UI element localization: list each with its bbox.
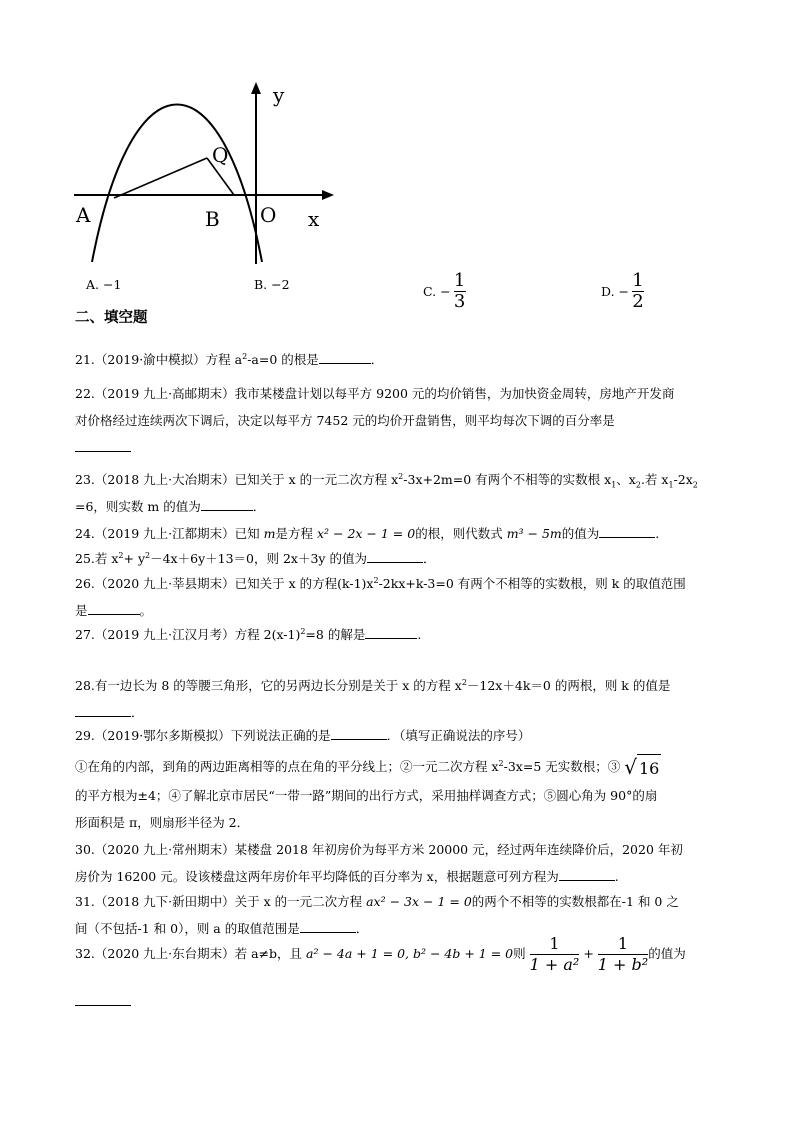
- question-32: [75, 935, 725, 1015]
- option-d-fraction: [632, 272, 644, 311]
- q22-line-2: 对价格经过连续两次下调后，决定以每平方 7452 元的均价开盘销售，则平均每次下调的百分率是: [75, 413, 615, 428]
- option-c[interactable]: [423, 272, 466, 311]
- q32-text-a: 32.（2020 九上·东台期末）若 a≠b，且: [75, 946, 307, 961]
- q23-text-e: -2x: [673, 472, 693, 487]
- q24-text-e: .: [655, 526, 660, 541]
- q26-text-a: 26.（2020 九上·莘县期末）已知关于 x 的方程(k-1)x: [75, 576, 374, 591]
- q29-line-3: 的平方根为±4；④了解北京市居民“一带一路”期间的出行方式，采用抽样调查方式；⑤圆心角为 90°的扇: [75, 787, 658, 803]
- q31-text-b: 的两个不相等的实数根都在-1 和 0 之: [471, 894, 679, 909]
- option-d-denominator: 2: [632, 291, 644, 312]
- q31-text-c: 间（不包括-1 和 0），则 a 的取值范围是: [75, 921, 300, 936]
- q21-text-b: -a=0 的根是: [247, 352, 319, 367]
- question-24: [75, 520, 725, 547]
- q28-text-c: ．: [131, 705, 144, 720]
- q32-f2-den: 1 + b²: [597, 955, 649, 974]
- label-o: O: [260, 203, 277, 227]
- q26-text-d: 。: [139, 603, 153, 618]
- q21-text-a: 21.（2019·渝中模拟）方程 a: [75, 352, 243, 367]
- x-axis-arrow: [322, 190, 334, 200]
- q29-blank[interactable]: [331, 725, 387, 740]
- q28-blank[interactable]: [75, 702, 131, 717]
- q32-blank[interactable]: [75, 991, 131, 1006]
- segment-aq: [114, 158, 207, 198]
- q32-fraction-2: [598, 935, 648, 974]
- question-28: 28.有一边长为 8 的等腰三角形，它的另两边长分别是关于 x 的方程 $x^2-12x+4k=0$ 的两根，则 k 的值是 ．: [75, 677, 671, 720]
- q22-line-1: 22.（2019 九上·高邮期末）我市某楼盘计划以每平方 9200 元的均价销售，为加快资金周转，房地产开发商: [75, 386, 675, 401]
- label-y: y: [273, 83, 285, 107]
- q29-sqrt: √ 16: [624, 754, 661, 782]
- q31-equation: ax² − 3x − 1 = 0: [366, 894, 472, 909]
- q23-text-a: 23.（2018 九上·大冶期末）已知关于 x 的一元二次方程 x: [75, 472, 399, 487]
- parabola-curve: [92, 105, 262, 263]
- q32-fraction-1: [530, 935, 580, 974]
- label-q: Q: [212, 143, 229, 167]
- q27-text-a: 27.（2019 九上·江汉月考）方程 2(x-1): [75, 627, 301, 642]
- q32-text-b: 则: [513, 946, 530, 961]
- q25-blank[interactable]: [367, 548, 423, 563]
- option-d-numerator: 1: [632, 270, 644, 291]
- option-c-fraction: [454, 272, 466, 311]
- q30-text-b: .: [614, 869, 619, 884]
- question-22: [75, 380, 725, 461]
- q30-line-1: 30.（2020 九上·常州期末）某楼盘 2018 年初房价为每平方米 20000 元，经过两年连续降价后，2020 年初: [75, 842, 683, 857]
- q29-text-c: ①在角的内部，到角的两边距离相等的点在角的平分线上；②一元二次方程 x: [75, 759, 499, 774]
- q23-text-f: =6，则实数 m 的值为: [75, 499, 201, 514]
- q30-text-a: 房价为 16200 元。设该楼盘这两年房价年平均降低的百分率为 x，根据题意可列方程为: [75, 869, 559, 884]
- q24-equation: x² − 2x − 1 = 0: [316, 526, 416, 541]
- q24-text-d: 的值为: [561, 526, 600, 541]
- q31-blank[interactable]: [300, 918, 356, 933]
- q29-text-a: 29.（2019·鄂尔多斯模拟）下列说法正确的是: [75, 728, 331, 743]
- q25-text-c: －4x＋6y＋13＝0，则 2x＋3y 的值为: [150, 551, 367, 566]
- q25-text-d: ．: [422, 551, 436, 566]
- q32-text-c: 的值为: [648, 946, 686, 961]
- question-21: 21.（2019·渝中模拟）方程 $a^2-a=0$ 的根是 ．: [75, 346, 725, 373]
- q32-equation: a² − 4a + 1 = 0, b² − 4b + 1 = 0: [306, 946, 514, 961]
- q29-line-4: 形面积是 π，则扇形半径为 2．: [75, 814, 250, 830]
- q29-text-d: -3x=5 无实数根；③: [503, 759, 625, 774]
- q25-text-b: + y: [123, 551, 146, 566]
- option-d-prefix: D. −: [601, 284, 629, 299]
- question-25: 25.若 $x^2+ y^2-4x+6y+13=0$，则 2x＋3y 的值为 ．: [75, 545, 725, 572]
- q27-blank[interactable]: [365, 624, 417, 639]
- y-axis-arrow: [251, 82, 261, 94]
- q24-text-b: 是方程: [275, 526, 317, 541]
- q25-text-a: 25.若 x: [75, 551, 119, 566]
- q32-f1-num: 1: [549, 934, 560, 953]
- question-30: [75, 836, 725, 890]
- question-23: 23.（2018 九上·大冶期末）已知关于 x 的一元二次方程 $x^2-3x+2m=0$ 有两个不相等的实数根 $x_1$、$x_2$.若 $x_1-2x_2$ =6，则实数 m 的值为 ．: [75, 471, 698, 514]
- label-b: B: [205, 207, 220, 231]
- q32-f1-den: 1 + a²: [529, 955, 580, 974]
- q24-var-m: m: [263, 526, 276, 541]
- q22-blank[interactable]: [75, 437, 131, 452]
- q32-f2-num: 1: [617, 934, 629, 953]
- option-c-prefix: C. −: [423, 284, 451, 299]
- q27-text-b: =8 的解是: [305, 627, 366, 642]
- section-title: 二、填空题: [75, 310, 148, 326]
- question-29: 29.（2019·鄂尔多斯模拟）下列说法正确的是 ．（填写正确说法的序号） ①在角的内部，到角的两边距离相等的点在角的平分线上；②一元二次方程 $x^2-3x=5$ 无实数根；③ √ 16 的平方根为±4；④了解北京市居民“一带一路”期间的出行方式，采用抽样调查方式；⑤圆心角为 90°的扇 形面积是 π，则扇形半径为 2．: [75, 722, 725, 836]
- q21-blank[interactable]: [319, 349, 371, 364]
- q24-blank[interactable]: [599, 523, 655, 538]
- q31-text-a: 31.（2018 九下·新田期中）关于 x 的一元二次方程: [75, 894, 367, 909]
- option-a[interactable]: [86, 277, 121, 292]
- q32-plus: +: [579, 946, 598, 961]
- q30-blank[interactable]: [559, 866, 615, 881]
- q23-text-b: -3x+2m=0 有两个不相等的实数根 x: [403, 472, 612, 487]
- q23-text-c: 、x: [616, 472, 636, 487]
- q28-text-b: －12x＋4k＝0 的两根，则 k 的值是: [466, 678, 671, 693]
- q26-text-c: 是: [75, 603, 88, 618]
- option-c-numerator: 1: [453, 270, 466, 291]
- q26-text-b: -2kx+k-3=0 有两个不相等的实数根，则 k 的取值范围: [378, 576, 686, 591]
- label-a: A: [76, 203, 91, 227]
- question-26: 26.（2020 九上·莘县期末）已知关于 x 的方程$(k-1)x^2-2kx+k-3=0$ 有两个不相等的实数根，则 k 的取值范围 是 。: [75, 575, 686, 618]
- q28-text-a: 28.有一边长为 8 的等腰三角形，它的另两边长分别是关于 x 的方程 x: [75, 678, 462, 693]
- q27-text-c: .: [417, 627, 422, 642]
- q21-text-c: ．: [370, 352, 384, 367]
- q31-text-d: ．: [355, 921, 369, 936]
- option-b[interactable]: [254, 277, 290, 292]
- q29-sqrt-radicand: 16: [637, 754, 661, 782]
- label-x: x: [308, 207, 320, 231]
- parabola-graph: [72, 72, 342, 267]
- q23-text-d: .若 x: [640, 472, 669, 487]
- q24-text-c: 的根，则代数式: [415, 526, 507, 541]
- q26-blank[interactable]: [88, 600, 140, 615]
- option-a-text: A. −1: [86, 277, 122, 292]
- option-d[interactable]: [601, 272, 644, 311]
- answer-options: [0, 262, 794, 312]
- question-27: 27.（2019 九上·江汉月考）方程 $2(x-1)^2=8$ 的解是 .: [75, 621, 725, 648]
- q29-text-b: ．（填写正确说法的序号）: [386, 728, 531, 743]
- option-b-text: B. −2: [254, 277, 290, 292]
- q24-expression: m³ − 5m: [506, 526, 562, 541]
- parabola-figure: [72, 72, 342, 267]
- q24-text-a: 24.（2019 九上·江都期末）已知: [75, 526, 264, 541]
- option-c-denominator: 3: [453, 291, 466, 312]
- q23-text-g: ．: [252, 499, 266, 514]
- q23-blank[interactable]: [201, 496, 253, 511]
